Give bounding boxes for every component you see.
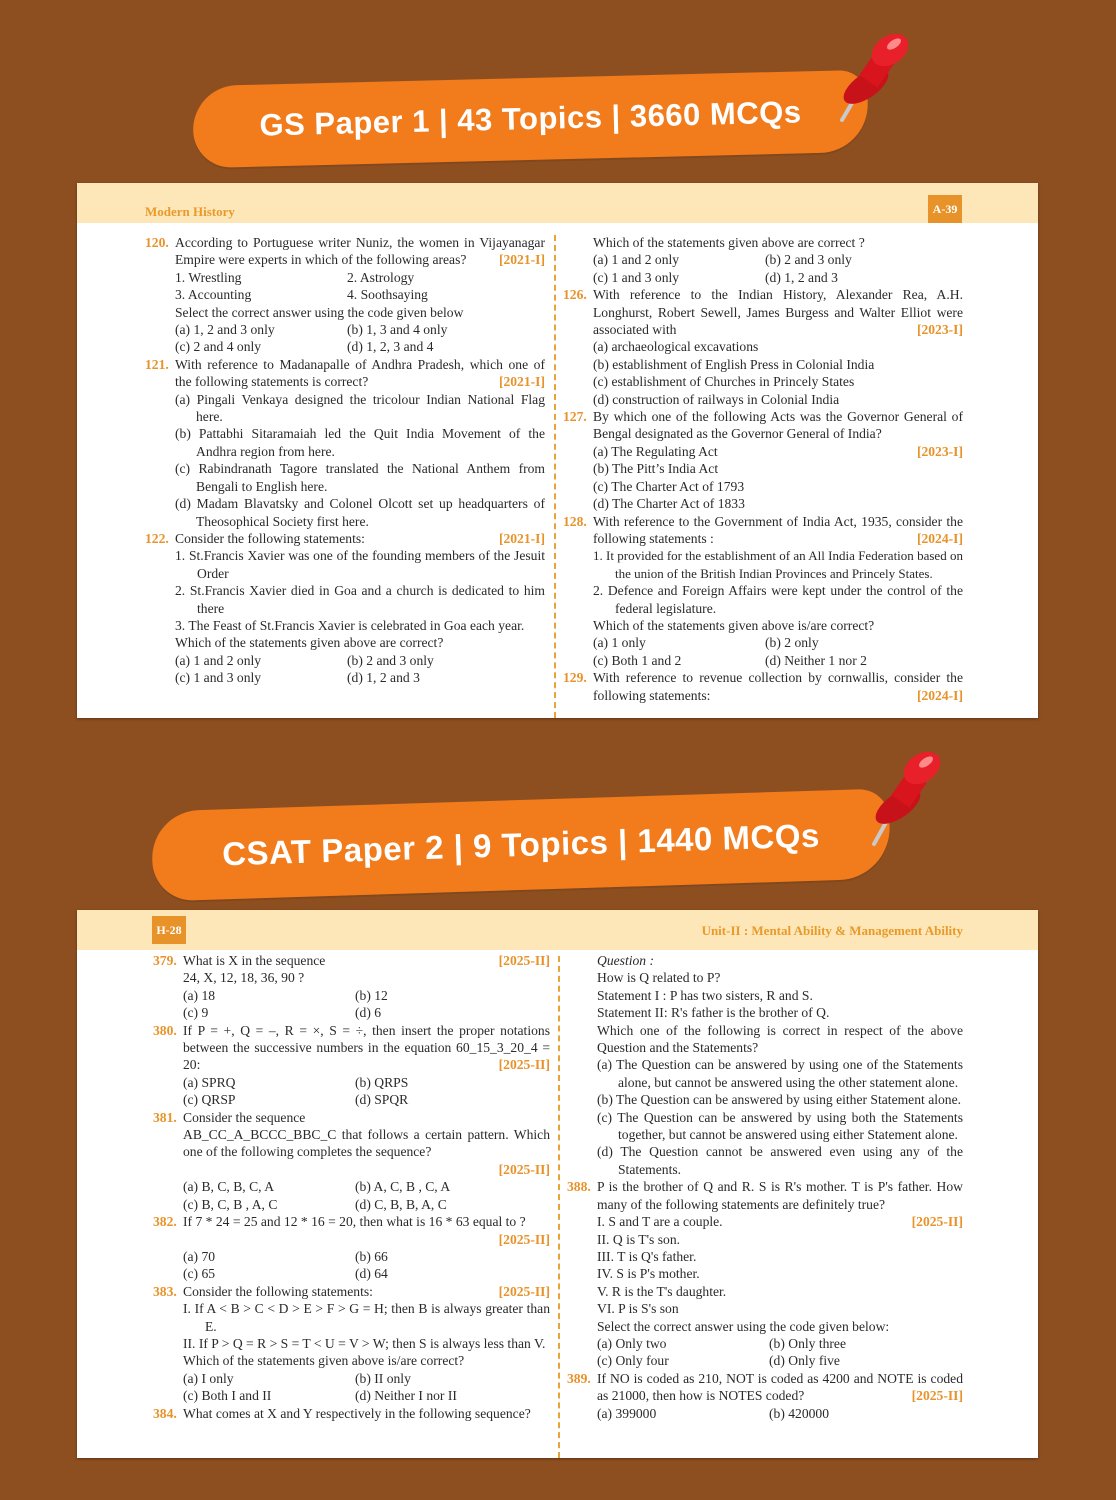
question-383 [153, 1283, 550, 1405]
option: (c) The Charter Act of 1793 [593, 478, 745, 494]
question-number: 379. [153, 953, 177, 968]
question-text: If NO is coded as 210, NOT is coded as 4200 and NOTE is coded as 21000, then how is NOTES coded? [597, 1370, 963, 1404]
question-text: By which one of the following Acts was the Governor General of Bengal designated as the Governor General of India? [593, 409, 963, 442]
section-title: Unit-II : Mental Ability & Management Ability [701, 923, 963, 938]
question-number: 384. [153, 1405, 177, 1421]
question-122 [145, 530, 545, 687]
statement: III. T is Q's father. [597, 1248, 697, 1264]
question-387-tail [567, 952, 963, 1178]
option: (d) The Charter Act of 1833 [593, 496, 745, 512]
statement: 4. Soothsaying [347, 287, 428, 303]
question-379 [153, 952, 550, 1022]
option: (c) Only four [597, 1353, 669, 1369]
question-text: What comes at X and Y respectively in the following sequence? [183, 1405, 531, 1421]
option: (d) SPQR [355, 1092, 409, 1108]
question-388 [567, 1178, 963, 1369]
option: (c) Rabindranath Tagore translated the National Anthem from Bengali to English here. [175, 461, 545, 494]
question-text: According to Portuguese writer Nuniz, the women in Vijayanagar Empire were experts in which of the following areas? [175, 235, 545, 268]
question-380 [153, 1022, 550, 1109]
option: (b) 2 only [765, 635, 819, 651]
gs-paper-banner [192, 70, 869, 168]
option: (d) Neither I nor II [355, 1388, 457, 1404]
instruction: Which of the statements given above are correct ? [593, 235, 865, 250]
question-129 [563, 669, 963, 704]
option: (d) 1, 2 and 3 [347, 670, 420, 686]
option: (d) 1, 2 and 3 [765, 269, 838, 285]
gs-sample-page [77, 183, 1038, 718]
option: (b) The Question can be answered by using either Statement alone. [597, 1092, 962, 1108]
pushpin-icon [866, 740, 950, 850]
question-126 [563, 286, 963, 408]
statement: 3. The Feast of St.Francis Xavier is celebrated in Goa each year. [175, 617, 525, 633]
question-number: 127. [563, 409, 587, 425]
option: (c) 1 and 3 only [593, 269, 680, 285]
option: (a) 70 [183, 1248, 216, 1264]
year-tag: [2025-II] [498, 1283, 550, 1299]
statement: 2. Defence and Foreign Affairs were kept under the control of the federal legislature. [593, 583, 963, 616]
statement: I. S and T are a couple. [597, 1214, 723, 1230]
statement: II. If P > Q = R > S = T < U = V > W; then S is always less than V. [183, 1335, 546, 1351]
question-number: 389. [567, 1370, 591, 1386]
year-tag: [2024-I] [916, 687, 963, 703]
question-number: 381. [153, 1109, 177, 1125]
option: (d) 6 [355, 1005, 382, 1021]
question-384 [153, 1405, 550, 1422]
left-column [145, 234, 545, 687]
question-number: 126. [563, 287, 587, 303]
instruction: Which of the statements given above is/are correct? [183, 1353, 465, 1369]
question-text: Consider the following statements: [183, 1283, 373, 1299]
option: (b) 2 and 3 only [347, 652, 434, 668]
option: (b) QRPS [355, 1074, 409, 1090]
right-column [567, 952, 963, 1422]
question-text: Consider the sequence [183, 1109, 306, 1125]
option: (b) The Pitt’s India Act [593, 461, 719, 477]
pushpin-icon [832, 24, 916, 124]
option: (c) establishment of Churches in Princely States [593, 374, 855, 390]
statement: 3. Accounting [175, 287, 252, 303]
option: (c) Both 1 and 2 [593, 652, 682, 668]
option: (b) Pattabhi Sitaramaiah led the Quit India Movement of the Andhra region from here. [175, 426, 545, 459]
statement: Statement II: R's father is the brother of Q. [597, 1005, 830, 1021]
year-tag: [2021-I] [498, 252, 545, 268]
question-text: With reference to revenue collection by cornwallis, consider the following statements: [593, 670, 963, 703]
statement: 2. Astrology [347, 269, 415, 285]
question-number: 383. [153, 1283, 177, 1299]
question-120 [145, 234, 545, 356]
year-tag: [2025-II] [498, 1161, 550, 1177]
question-text: If P = +, Q = –, R = ×, S = ÷, then insert the proper notations between the successive numbers in the equation 60_15_3_20_4 = 20: [183, 1022, 550, 1073]
statement: V. R is the T's daughter. [597, 1283, 727, 1299]
option: (c) QRSP [183, 1092, 236, 1108]
instruction: Select the correct answer using the code given below [175, 304, 464, 320]
option: (a) Pingali Venkaya designed the tricolour Indian National Flag here. [175, 391, 545, 425]
instruction: Which one of the following is correct in respect of the above Question and the Statements? [597, 1022, 963, 1056]
year-tag: [2025-II] [911, 1214, 963, 1230]
option: (a) 1 and 2 only [175, 652, 262, 668]
year-tag: [2021-I] [498, 530, 545, 546]
option: (c) 9 [183, 1005, 209, 1021]
question-text: Consider the following statements: [175, 530, 365, 546]
statement: 1. Wrestling [175, 269, 242, 285]
csat-sample-page [77, 910, 1038, 1458]
statement: 1. St.Francis Xavier was one of the founding members of the Jesuit Order [175, 548, 545, 581]
year-tag: [2025-II] [498, 953, 550, 968]
question-number: 382. [153, 1214, 177, 1230]
page-header [77, 910, 1038, 950]
option: (d) The Question cannot be answered even using any of the Statements. [597, 1144, 963, 1177]
option: (b) 12 [355, 987, 388, 1003]
instruction: Select the correct answer using the code given below: [597, 1318, 890, 1334]
question-125-tail [563, 234, 963, 286]
question-text: P is the brother of Q and R. S is R's mother. T is P's father. How many of the following statements are definitely true? [597, 1179, 963, 1212]
question-128 [563, 513, 963, 670]
year-tag: [2025-II] [498, 1231, 550, 1247]
option: (d) 1, 2, 3 and 4 [347, 339, 434, 355]
option: (b) II only [355, 1370, 411, 1386]
right-column [563, 234, 963, 704]
question-text: How is Q related to P? [597, 970, 721, 986]
question-text: With reference to the Indian History, Alexander Rea, A.H. Longhurst, Robert Sewell, James Burgess and Walter Elliot were associated with [593, 287, 963, 338]
column-divider [558, 956, 560, 1458]
question-text: What is X in the sequence [183, 953, 326, 968]
option: (c) The Question can be answered by using both the Statements together, but cannot be answered using either Statement alone. [597, 1109, 963, 1143]
question-number: 388. [567, 1179, 591, 1195]
option: (c) 65 [183, 1266, 216, 1282]
year-tag: [2025-II] [498, 1057, 550, 1073]
left-column [153, 952, 550, 1422]
option: (c) B, C, B , A, C [183, 1196, 278, 1212]
option: (a) 399000 [597, 1405, 657, 1421]
option: (d) Madam Blavatsky and Colonel Olcott set up headquarters of Theosophical Society first here. [175, 496, 545, 529]
section-title: Modern History [145, 204, 235, 219]
statement: Statement I : P has two sisters, R and S. [597, 987, 813, 1003]
question-381 [153, 1109, 550, 1213]
option: (d) Only five [769, 1353, 840, 1369]
option: (d) construction of railways in Colonial India [593, 391, 840, 407]
sequence: AB_CC_A_BCCC_BBC_C that follows a certain pattern. Which one of the following completes the sequence? [183, 1127, 550, 1160]
question-label: Question : [597, 953, 655, 968]
option: (b) A, C, B , C, A [355, 1179, 451, 1195]
option: (a) 1 only [593, 635, 646, 651]
question-389 [567, 1370, 963, 1422]
option: (a) 18 [183, 987, 216, 1003]
sequence: 24, X, 12, 18, 36, 90 ? [183, 970, 305, 986]
year-tag: [2025-II] [911, 1388, 963, 1404]
option: (d) C, B, B, A, C [355, 1196, 447, 1212]
option: (a) archaeological excavations [593, 339, 759, 355]
option: (b) 66 [355, 1248, 388, 1264]
csat-banner-text: CSAT Paper 2 | 9 Topics | 1440 MCQs [221, 816, 821, 873]
statement: IV. S is P's mother. [597, 1266, 700, 1282]
page-header [77, 183, 1038, 223]
option: (a) 1, 2 and 3 only [175, 322, 275, 338]
question-number: 120. [145, 235, 169, 250]
option: (a) Only two [597, 1335, 667, 1351]
option: (d) 64 [355, 1266, 388, 1282]
column-divider [554, 235, 556, 718]
option: (a) 1 and 2 only [593, 252, 680, 268]
question-127 [563, 408, 963, 512]
question-382 [153, 1213, 550, 1283]
instruction: Which of the statements given above are correct? [175, 635, 444, 651]
year-tag: [2024-I] [916, 530, 963, 546]
page-number: H-28 [152, 916, 186, 944]
option: (a) B, C, B, C, A [183, 1179, 275, 1195]
csat-paper-banner [151, 788, 891, 901]
option: (b) 2 and 3 only [765, 252, 852, 268]
year-tag: [2021-I] [498, 374, 545, 390]
question-number: 121. [145, 356, 169, 372]
statement: VI. P is S's son [597, 1301, 679, 1317]
option: (a) I only [183, 1370, 234, 1386]
option: (b) Only three [769, 1335, 847, 1351]
statement: I. If A < B > C < D > E > F > G = H; then B is always greater than E. [183, 1301, 550, 1334]
option: (b) 1, 3 and 4 only [347, 322, 448, 338]
option: (a) SPRQ [183, 1074, 236, 1090]
instruction: Which of the statements given above is/are correct? [593, 617, 875, 633]
option: (c) 2 and 4 only [175, 339, 262, 355]
question-121 [145, 356, 545, 530]
year-tag: [2023-I] [916, 443, 963, 459]
option: (c) 1 and 3 only [175, 670, 262, 686]
question-text: If 7 * 24 = 25 and 12 * 16 = 20, then what is 16 * 63 equal to ? [183, 1214, 526, 1230]
statement: II. Q is T's son. [597, 1231, 681, 1247]
question-number: 380. [153, 1022, 177, 1038]
page-number: A-39 [928, 195, 962, 223]
statement: 2. St.Francis Xavier died in Goa and a church is dedicated to him there [175, 583, 545, 616]
option: (d) Neither 1 nor 2 [765, 652, 867, 668]
year-tag: [2023-I] [916, 322, 963, 338]
question-number: 128. [563, 513, 587, 529]
question-number: 129. [563, 670, 587, 686]
option: (c) Both I and II [183, 1388, 272, 1404]
gs-banner-text: GS Paper 1 | 43 Topics | 3660 MCQs [259, 94, 802, 143]
option: (a) The Regulating Act [593, 443, 718, 459]
question-text: With reference to Madanapalle of Andhra Pradesh, which one of the following statements is correct? [175, 356, 545, 390]
question-text: With reference to the Government of India Act, 1935, consider the following statements : [593, 513, 963, 546]
statement: 1. It provided for the establishment of an All India Federation based on the union of the British Indian Provinces and Princely States. [593, 548, 963, 581]
option: (a) The Question can be answered by using one of the Statements alone, but cannot be answered using the other statement alone. [597, 1057, 963, 1090]
question-number: 122. [145, 530, 169, 546]
option: (b) 420000 [769, 1405, 830, 1421]
option: (b) establishment of English Press in Colonial India [593, 356, 875, 372]
